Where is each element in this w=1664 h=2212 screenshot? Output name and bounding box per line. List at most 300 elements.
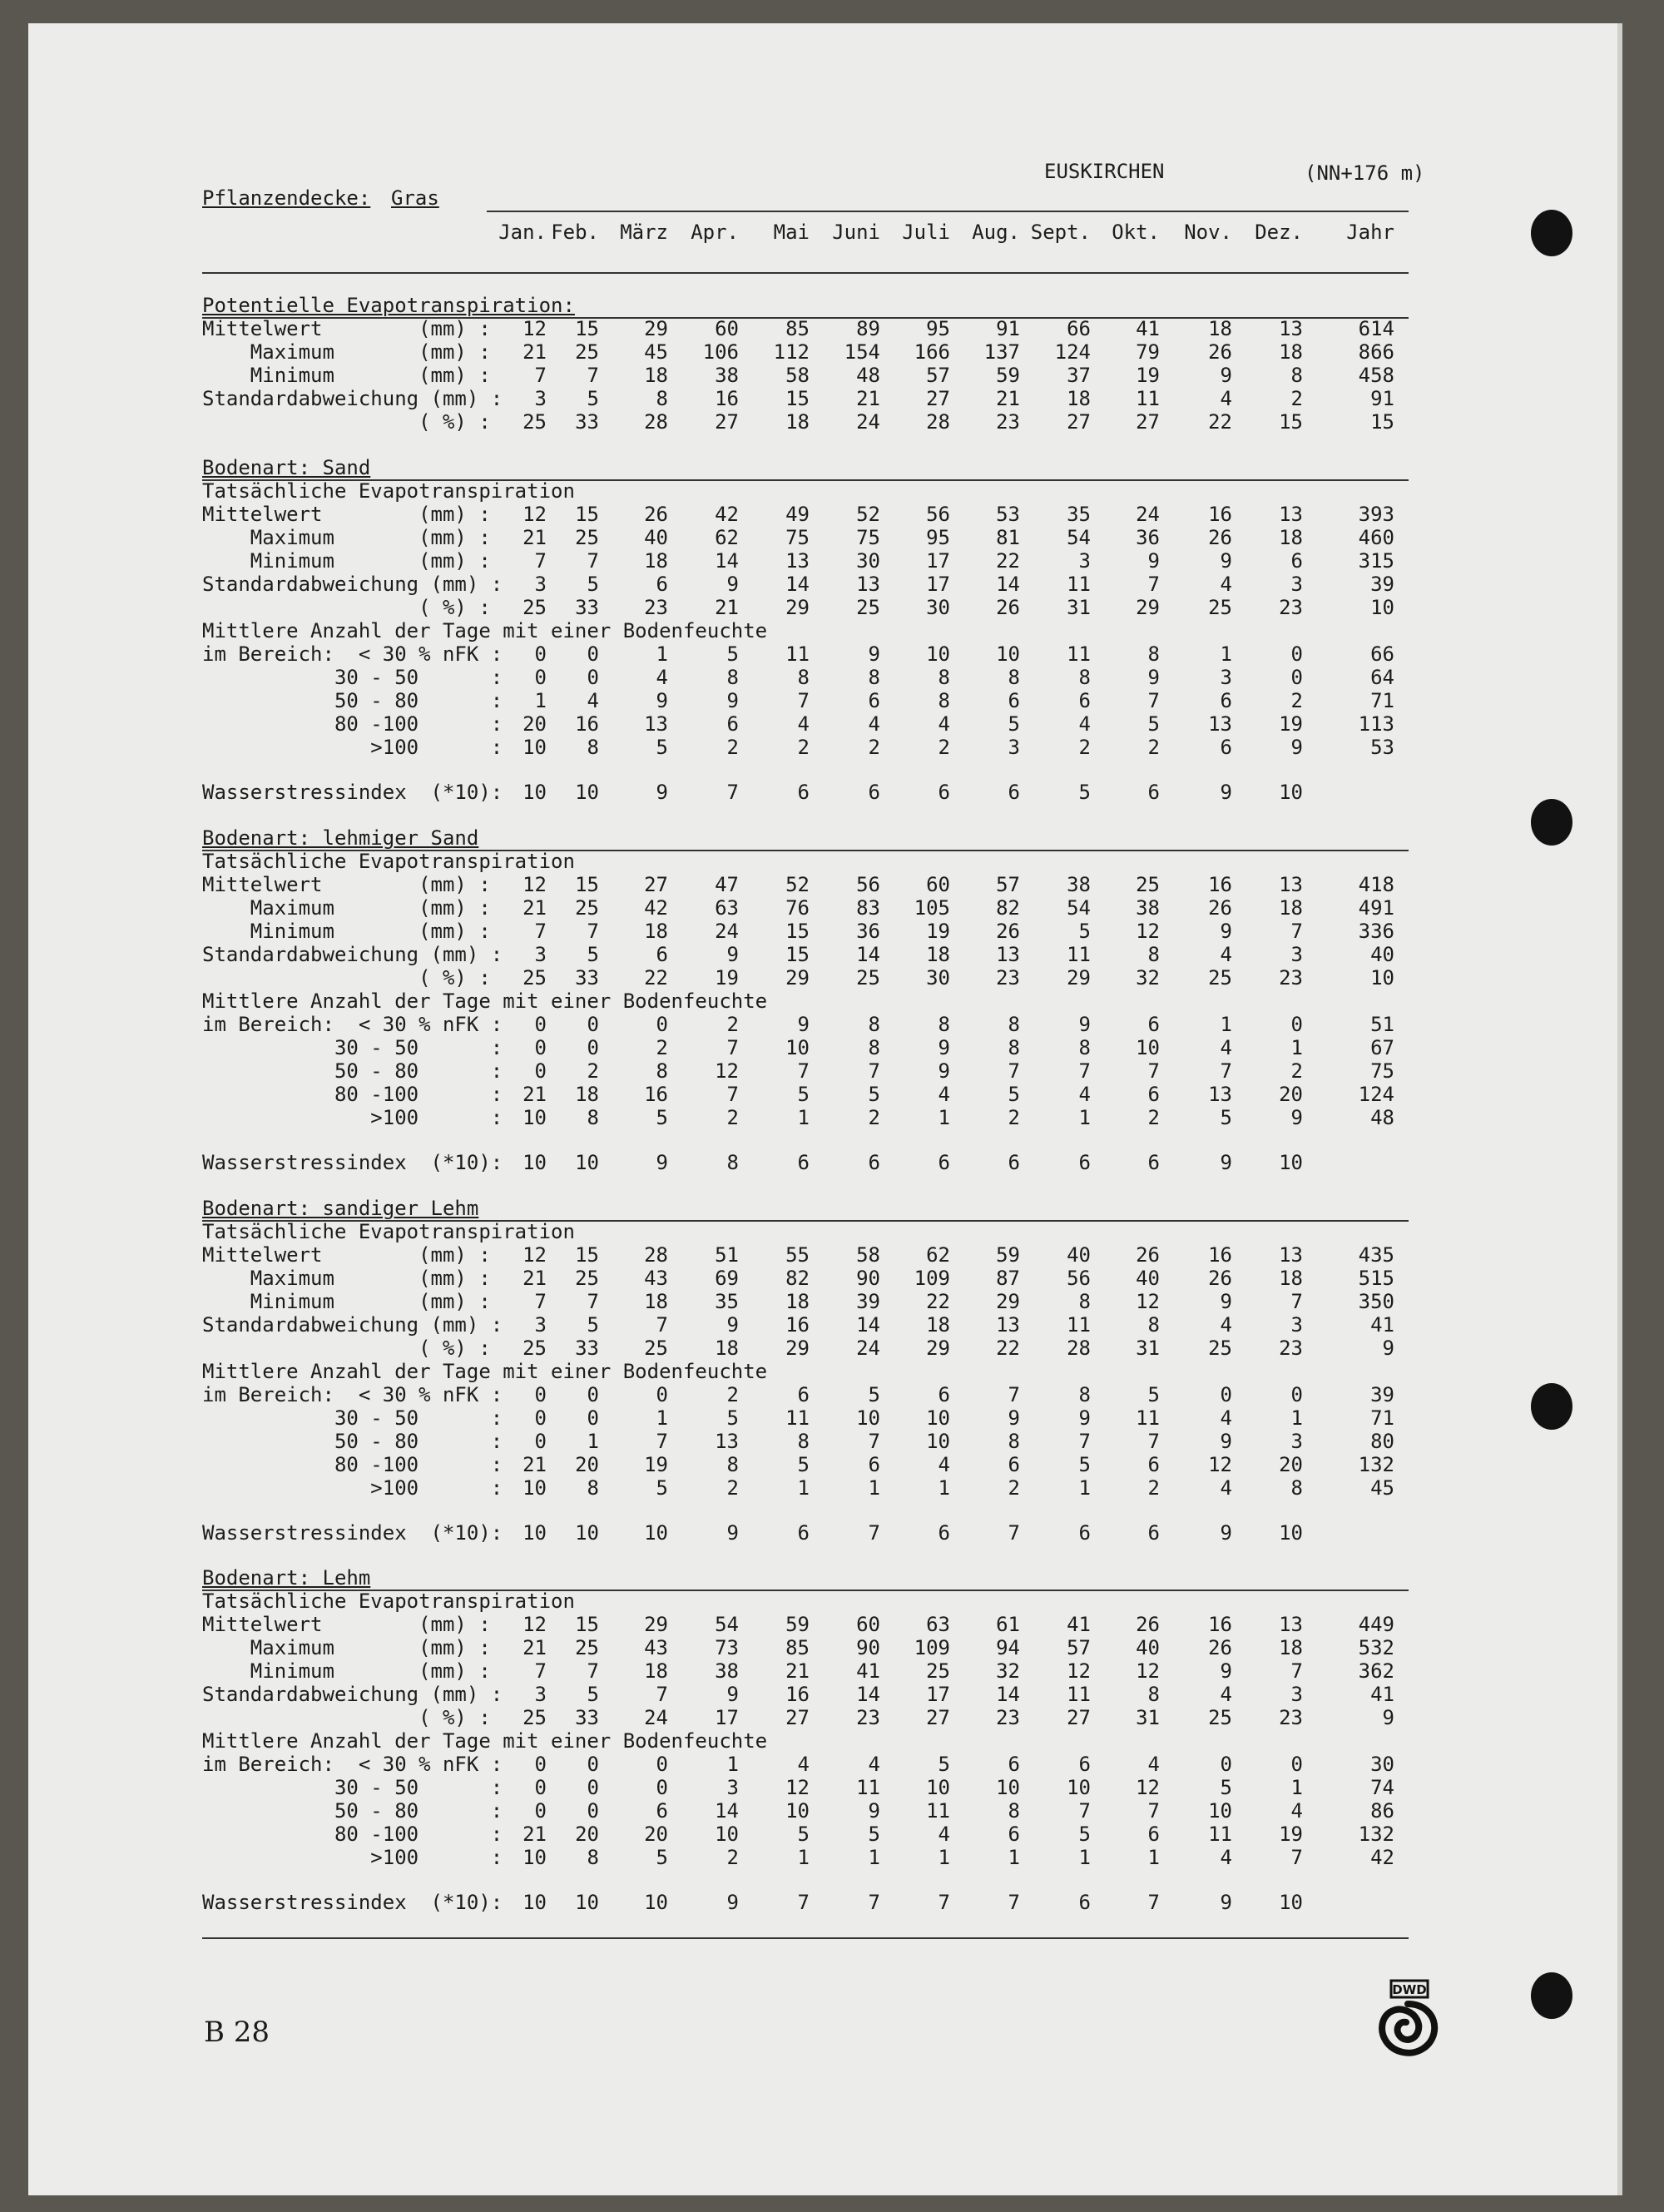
row-label: Maximum (mm) : bbox=[202, 526, 491, 549]
days-row-cell: 0 bbox=[587, 1036, 599, 1059]
et-row-cell: 3 bbox=[1290, 573, 1303, 596]
et-row-cell: 29 bbox=[996, 1290, 1020, 1313]
days-row-cell: 6 bbox=[1008, 1453, 1020, 1476]
days-row-cell: 0 bbox=[1220, 1383, 1232, 1406]
days-row-cell: 2 bbox=[726, 736, 739, 759]
et-row-cell: 435 bbox=[1358, 1243, 1394, 1267]
et-row-cell: 40 bbox=[1370, 943, 1394, 966]
et-row-cell: 19 bbox=[926, 920, 950, 943]
et-row-cell: 25 bbox=[856, 966, 880, 989]
days-row-cell: 1 bbox=[726, 1753, 739, 1776]
days-row-cell: 1 bbox=[587, 1430, 599, 1453]
et-row-cell: 18 bbox=[644, 549, 668, 573]
row-label: Minimum (mm) : bbox=[202, 1290, 491, 1313]
days-row-cell: 1 bbox=[797, 1846, 810, 1869]
row-label: Mittelwert (mm) : bbox=[202, 317, 491, 340]
days-row-cell: 6 bbox=[938, 1383, 950, 1406]
wsi-row-cell: 6 bbox=[1008, 1151, 1020, 1174]
wsi-row-cell: 9 bbox=[726, 1891, 739, 1914]
et-row-cell: 5 bbox=[1078, 920, 1091, 943]
wsi-row-cell: 10 bbox=[522, 1521, 547, 1545]
days-row-cell: 6 bbox=[1147, 1013, 1160, 1036]
et-row-cell: 63 bbox=[926, 1613, 950, 1636]
days-row-cell: 8 bbox=[1078, 666, 1091, 689]
et-row-cell: 3 bbox=[534, 943, 547, 966]
pot-row-cell: 21 bbox=[522, 340, 547, 364]
et-row-cell: 25 bbox=[644, 1337, 668, 1360]
et-row-cell: 362 bbox=[1358, 1659, 1394, 1683]
et-row-cell: 43 bbox=[644, 1267, 668, 1290]
days-row-cell: 8 bbox=[1008, 1036, 1020, 1059]
days-row-cell: 8 bbox=[938, 1013, 950, 1036]
days-row-cell: 2 bbox=[868, 1106, 880, 1129]
wsi-row-cell: 7 bbox=[868, 1891, 880, 1914]
et-row-cell: 18 bbox=[644, 1659, 668, 1683]
days-row-cell: 0 bbox=[656, 1383, 668, 1406]
pot-row-cell: 21 bbox=[996, 387, 1020, 410]
et-row-cell: 29 bbox=[644, 1613, 668, 1636]
et-row-cell: 69 bbox=[715, 1267, 739, 1290]
wsi-row-cell: 6 bbox=[938, 781, 950, 804]
wsi-row-cell: 9 bbox=[656, 1151, 668, 1174]
row-label: Standardabweichung (mm) : bbox=[202, 1683, 503, 1706]
days-row-cell: 6 bbox=[797, 1383, 810, 1406]
days-row-cell: 7 bbox=[1078, 1799, 1091, 1823]
days-row-cell: 0 bbox=[534, 1430, 547, 1453]
et-row-cell: 42 bbox=[715, 503, 739, 526]
row-label: 50 - 80 : bbox=[202, 1430, 503, 1453]
et-row-cell: 4 bbox=[1220, 943, 1232, 966]
days-row-cell: 8 bbox=[797, 666, 810, 689]
pot-row-cell: 8 bbox=[656, 387, 668, 410]
row-label: 50 - 80 : bbox=[202, 1059, 503, 1083]
et-row-cell: 15 bbox=[785, 920, 810, 943]
days-row-cell: 0 bbox=[587, 666, 599, 689]
et-row-cell: 13 bbox=[1279, 1243, 1303, 1267]
days-row-cell: 2 bbox=[938, 736, 950, 759]
days-row-cell: 10 bbox=[522, 736, 547, 759]
days-row-cell: 8 bbox=[1290, 1476, 1303, 1500]
et-row-cell: 14 bbox=[856, 943, 880, 966]
wsi-label: Wasserstressindex (*10): bbox=[202, 1521, 503, 1545]
days-row-cell: 4 bbox=[868, 1753, 880, 1776]
et-row-cell: 9 bbox=[1382, 1337, 1394, 1360]
et-row-cell: 12 bbox=[1136, 1290, 1160, 1313]
et-row-cell: 18 bbox=[1279, 896, 1303, 920]
et-row-cell: 5 bbox=[587, 943, 599, 966]
days-row-cell: 3 bbox=[1290, 1430, 1303, 1453]
wsi-row-cell: 7 bbox=[1008, 1521, 1020, 1545]
et-row-cell: 9 bbox=[1220, 549, 1232, 573]
days-row-cell: 2 bbox=[726, 1476, 739, 1500]
et-row-cell: 25 bbox=[522, 1706, 547, 1729]
wsi-row-cell: 10 bbox=[1279, 1521, 1303, 1545]
days-row-cell: 86 bbox=[1370, 1799, 1394, 1823]
et-row-cell: 58 bbox=[856, 1243, 880, 1267]
et-row-cell: 25 bbox=[1208, 966, 1232, 989]
et-row-cell: 4 bbox=[1220, 1313, 1232, 1337]
days-row-cell: 10 bbox=[522, 1476, 547, 1500]
page-number: B 28 bbox=[204, 2016, 270, 2049]
wsi-row-cell: 10 bbox=[644, 1891, 668, 1914]
divider bbox=[202, 272, 1409, 274]
days-row-cell: 13 bbox=[715, 1430, 739, 1453]
days-row-cell: 10 bbox=[996, 642, 1020, 666]
days-row-cell: 2 bbox=[1147, 1476, 1160, 1500]
et-row-cell: 55 bbox=[785, 1243, 810, 1267]
days-row-cell: 6 bbox=[1147, 1083, 1160, 1106]
wsi-label: Wasserstressindex (*10): bbox=[202, 1891, 503, 1914]
days-row-cell: 2 bbox=[1290, 689, 1303, 712]
pot-row-cell: 22 bbox=[1208, 410, 1232, 434]
et-row-cell: 53 bbox=[996, 503, 1020, 526]
days-row-cell: 8 bbox=[1008, 666, 1020, 689]
days-row-cell: 21 bbox=[522, 1823, 547, 1846]
et-row-cell: 16 bbox=[1208, 503, 1232, 526]
et-row-cell: 52 bbox=[785, 873, 810, 896]
pot-row-cell: 458 bbox=[1358, 364, 1394, 387]
wsi-row-cell: 7 bbox=[938, 1891, 950, 1914]
month-label: Jahr bbox=[1346, 221, 1394, 244]
et-row-cell: 7 bbox=[587, 549, 599, 573]
wsi-row-cell: 10 bbox=[575, 781, 599, 804]
days-row-cell: 11 bbox=[1208, 1823, 1232, 1846]
row-label: 30 - 50 : bbox=[202, 1406, 503, 1430]
row-label: Standardabweichung (mm) : bbox=[202, 943, 503, 966]
days-row-cell: 5 bbox=[868, 1383, 880, 1406]
et-row-cell: 14 bbox=[715, 549, 739, 573]
pot-row-cell: 166 bbox=[914, 340, 950, 364]
days-row-cell: 2 bbox=[1147, 1106, 1160, 1129]
days-row-cell: 19 bbox=[644, 1453, 668, 1476]
days-row-cell: 4 bbox=[1220, 1846, 1232, 1869]
row-label: Mittelwert (mm) : bbox=[202, 1613, 491, 1636]
row-label: 80 -100 : bbox=[202, 1453, 503, 1476]
days-row-cell: 3 bbox=[1220, 666, 1232, 689]
et-row-cell: 25 bbox=[926, 1659, 950, 1683]
et-row-cell: 38 bbox=[715, 1659, 739, 1683]
et-row-cell: 62 bbox=[715, 526, 739, 549]
days-row-cell: 1 bbox=[938, 1106, 950, 1129]
pot-row-cell: 8 bbox=[1290, 364, 1303, 387]
soil-section-title: Bodenart: Sand bbox=[202, 456, 371, 479]
days-row-cell: 7 bbox=[1008, 1059, 1020, 1083]
et-row-cell: 75 bbox=[856, 526, 880, 549]
et-row-cell: 35 bbox=[715, 1290, 739, 1313]
et-row-cell: 9 bbox=[1382, 1706, 1394, 1729]
days-row-cell: 6 bbox=[726, 712, 739, 736]
pot-row-cell: 5 bbox=[587, 387, 599, 410]
et-row-cell: 5 bbox=[587, 1683, 599, 1706]
pot-row-cell: 3 bbox=[534, 387, 547, 410]
et-row-cell: 22 bbox=[644, 966, 668, 989]
et-row-cell: 27 bbox=[926, 1706, 950, 1729]
days-row-cell: 20 bbox=[1279, 1453, 1303, 1476]
et-row-cell: 13 bbox=[856, 573, 880, 596]
et-row-cell: 32 bbox=[1136, 966, 1160, 989]
et-row-cell: 12 bbox=[522, 873, 547, 896]
days-row-cell: 71 bbox=[1370, 1406, 1394, 1430]
et-row-cell: 23 bbox=[996, 966, 1020, 989]
row-label: >100 : bbox=[202, 1846, 503, 1869]
row-label: 30 - 50 : bbox=[202, 666, 503, 689]
month-label: Juni bbox=[832, 221, 880, 244]
et-row-cell: 9 bbox=[1220, 1290, 1232, 1313]
pot-row-cell: 33 bbox=[575, 410, 599, 434]
days-row-cell: 6 bbox=[1008, 689, 1020, 712]
row-label: Minimum (mm) : bbox=[202, 920, 491, 943]
days-row-cell: 4 bbox=[938, 1823, 950, 1846]
days-row-cell: 4 bbox=[938, 1453, 950, 1476]
days-row-cell: 2 bbox=[1008, 1476, 1020, 1500]
days-row-cell: 6 bbox=[1078, 1753, 1091, 1776]
et-row-cell: 12 bbox=[1136, 920, 1160, 943]
et-row-cell: 8 bbox=[1147, 1683, 1160, 1706]
et-row-cell: 12 bbox=[1067, 1659, 1091, 1683]
wsi-row-cell: 6 bbox=[1008, 781, 1020, 804]
et-row-cell: 38 bbox=[1136, 896, 1160, 920]
et-row-cell: 57 bbox=[996, 873, 1020, 896]
soil-section-title: Bodenart: sandiger Lehm bbox=[202, 1197, 479, 1220]
days-row-cell: 18 bbox=[575, 1083, 599, 1106]
month-label: Jan. bbox=[498, 221, 547, 244]
et-row-cell: 23 bbox=[1279, 1337, 1303, 1360]
et-row-cell: 7 bbox=[1290, 1290, 1303, 1313]
et-row-cell: 21 bbox=[522, 1267, 547, 1290]
days-row-cell: 0 bbox=[1290, 642, 1303, 666]
days-row-cell: 4 bbox=[868, 712, 880, 736]
days-row-cell: 0 bbox=[534, 642, 547, 666]
days-row-cell: 0 bbox=[534, 1753, 547, 1776]
et-row-cell: 41 bbox=[856, 1659, 880, 1683]
days-row-cell: 8 bbox=[868, 1036, 880, 1059]
days-row-cell: 20 bbox=[575, 1823, 599, 1846]
days-row-cell: 10 bbox=[926, 642, 950, 666]
wsi-row-cell: 5 bbox=[1078, 781, 1091, 804]
pot-row-cell: 27 bbox=[1067, 410, 1091, 434]
et-row-cell: 29 bbox=[926, 1337, 950, 1360]
days-row-cell: 2 bbox=[797, 736, 810, 759]
et-row-cell: 57 bbox=[1067, 1636, 1091, 1659]
et-row-cell: 24 bbox=[644, 1706, 668, 1729]
et-row-cell: 54 bbox=[1067, 526, 1091, 549]
pot-row-cell: 28 bbox=[926, 410, 950, 434]
days-row-cell: 45 bbox=[1370, 1476, 1394, 1500]
row-label: 80 -100 : bbox=[202, 712, 503, 736]
et-row-cell: 24 bbox=[715, 920, 739, 943]
et-row-cell: 41 bbox=[1067, 1613, 1091, 1636]
days-row-cell: 0 bbox=[587, 1753, 599, 1776]
et-row-cell: 4 bbox=[1220, 1683, 1232, 1706]
days-row-cell: 0 bbox=[1290, 666, 1303, 689]
et-row-cell: 12 bbox=[1136, 1659, 1160, 1683]
pot-row-cell: 45 bbox=[644, 340, 668, 364]
days-row-cell: 1 bbox=[1290, 1776, 1303, 1799]
et-row-cell: 60 bbox=[926, 873, 950, 896]
et-row-cell: 23 bbox=[996, 1706, 1020, 1729]
et-row-cell: 25 bbox=[575, 1267, 599, 1290]
days-row-cell: 80 bbox=[1370, 1430, 1394, 1453]
row-label: Standardabweichung (mm) : bbox=[202, 387, 503, 410]
et-row-cell: 75 bbox=[785, 526, 810, 549]
et-row-cell: 6 bbox=[656, 943, 668, 966]
wsi-row-cell: 10 bbox=[1279, 1891, 1303, 1914]
et-row-cell: 38 bbox=[1067, 873, 1091, 896]
wsi-row-cell: 10 bbox=[522, 1891, 547, 1914]
et-row-cell: 5 bbox=[587, 573, 599, 596]
et-row-cell: 17 bbox=[715, 1706, 739, 1729]
et-row-cell: 16 bbox=[785, 1313, 810, 1337]
et-row-cell: 5 bbox=[587, 1313, 599, 1337]
days-row-cell: 10 bbox=[926, 1430, 950, 1453]
et-row-cell: 40 bbox=[1067, 1243, 1091, 1267]
days-row-cell: 7 bbox=[797, 1059, 810, 1083]
pot-row-cell: 12 bbox=[522, 317, 547, 340]
et-row-cell: 40 bbox=[644, 526, 668, 549]
days-row-cell: 11 bbox=[926, 1799, 950, 1823]
pot-row-cell: 7 bbox=[587, 364, 599, 387]
days-row-cell: 10 bbox=[856, 1406, 880, 1430]
pot-row-cell: 59 bbox=[996, 364, 1020, 387]
pot-row-cell: 18 bbox=[1208, 317, 1232, 340]
et-row-cell: 14 bbox=[996, 573, 1020, 596]
row-label: ( %) : bbox=[202, 596, 491, 619]
row-label: 80 -100 : bbox=[202, 1823, 503, 1846]
days-row-cell: 5 bbox=[726, 642, 739, 666]
days-row-cell: 10 bbox=[926, 1406, 950, 1430]
wsi-row-cell: 6 bbox=[797, 1521, 810, 1545]
et-row-cell: 35 bbox=[1067, 503, 1091, 526]
et-row-cell: 16 bbox=[1208, 1613, 1232, 1636]
et-row-cell: 29 bbox=[1067, 966, 1091, 989]
et-row-cell: 18 bbox=[785, 1290, 810, 1313]
pot-row-cell: 154 bbox=[844, 340, 880, 364]
et-row-cell: 60 bbox=[856, 1613, 880, 1636]
et-row-cell: 56 bbox=[926, 503, 950, 526]
et-row-cell: 21 bbox=[522, 1636, 547, 1659]
month-label: Dez. bbox=[1255, 221, 1303, 244]
pot-row-cell: 9 bbox=[1220, 364, 1232, 387]
et-row-cell: 33 bbox=[575, 966, 599, 989]
pot-row-cell: 25 bbox=[575, 340, 599, 364]
et-row-cell: 94 bbox=[996, 1636, 1020, 1659]
soil-section-title: Bodenart: lehmiger Sand bbox=[202, 826, 479, 850]
wsi-row-cell: 9 bbox=[656, 781, 668, 804]
et-row-cell: 19 bbox=[715, 966, 739, 989]
days-row-cell: 13 bbox=[644, 712, 668, 736]
et-row-cell: 16 bbox=[1208, 873, 1232, 896]
wsi-row-cell: 8 bbox=[726, 1151, 739, 1174]
et-row-cell: 61 bbox=[996, 1613, 1020, 1636]
days-row-cell: 20 bbox=[522, 712, 547, 736]
row-label: Mittelwert (mm) : bbox=[202, 503, 491, 526]
days-row-cell: 2 bbox=[726, 1106, 739, 1129]
et-row-cell: 21 bbox=[715, 596, 739, 619]
wsi-row-cell: 6 bbox=[1078, 1151, 1091, 1174]
et-row-cell: 336 bbox=[1358, 920, 1394, 943]
days-row-cell: 1 bbox=[868, 1476, 880, 1500]
days-row-cell: 11 bbox=[785, 642, 810, 666]
days-row-cell: 9 bbox=[656, 689, 668, 712]
days-row-cell: 5 bbox=[1147, 712, 1160, 736]
et-row-cell: 23 bbox=[644, 596, 668, 619]
et-row-cell: 59 bbox=[996, 1243, 1020, 1267]
et-row-cell: 87 bbox=[996, 1267, 1020, 1290]
wsi-row-cell: 10 bbox=[522, 1151, 547, 1174]
et-row-cell: 9 bbox=[726, 1313, 739, 1337]
days-row-cell: 5 bbox=[868, 1823, 880, 1846]
punch-hole bbox=[1531, 210, 1572, 256]
days-row-cell: 10 bbox=[715, 1823, 739, 1846]
days-row-cell: 16 bbox=[644, 1083, 668, 1106]
wsi-row-cell: 7 bbox=[726, 781, 739, 804]
pot-row-cell: 18 bbox=[644, 364, 668, 387]
et-row-cell: 29 bbox=[1136, 596, 1160, 619]
et-row-cell: 8 bbox=[1147, 943, 1160, 966]
days-row-cell: 0 bbox=[534, 666, 547, 689]
days-row-cell: 6 bbox=[1008, 1823, 1020, 1846]
et-row-cell: 36 bbox=[1136, 526, 1160, 549]
row-label: 50 - 80 : bbox=[202, 1799, 503, 1823]
et-row-cell: 460 bbox=[1358, 526, 1394, 549]
row-label: 30 - 50 : bbox=[202, 1776, 503, 1799]
et-row-cell: 11 bbox=[1067, 573, 1091, 596]
pot-row-cell: 26 bbox=[1208, 340, 1232, 364]
soil-subtitle: Tatsächliche Evapotranspiration bbox=[202, 1220, 575, 1243]
days-row-cell: 8 bbox=[587, 1106, 599, 1129]
wsi-row-cell: 9 bbox=[1220, 1891, 1232, 1914]
days-row-cell: 4 bbox=[656, 666, 668, 689]
wsi-label: Wasserstressindex (*10): bbox=[202, 781, 503, 804]
et-row-cell: 90 bbox=[856, 1636, 880, 1659]
et-row-cell: 25 bbox=[1208, 1706, 1232, 1729]
divider bbox=[487, 211, 1409, 212]
days-row-cell: 7 bbox=[1078, 1059, 1091, 1083]
days-row-cell: 7 bbox=[1220, 1059, 1232, 1083]
days-row-cell: 2 bbox=[726, 1013, 739, 1036]
et-row-cell: 15 bbox=[575, 503, 599, 526]
days-row-cell: 8 bbox=[797, 1430, 810, 1453]
et-row-cell: 18 bbox=[644, 1290, 668, 1313]
et-row-cell: 13 bbox=[1279, 873, 1303, 896]
days-row-cell: 1 bbox=[938, 1476, 950, 1500]
days-row-cell: 4 bbox=[1078, 712, 1091, 736]
days-row-cell: 8 bbox=[587, 1476, 599, 1500]
days-row-cell: 7 bbox=[1147, 1799, 1160, 1823]
et-row-cell: 42 bbox=[644, 896, 668, 920]
days-row-cell: 20 bbox=[575, 1453, 599, 1476]
days-row-cell: 0 bbox=[1290, 1383, 1303, 1406]
et-row-cell: 11 bbox=[1067, 1683, 1091, 1706]
days-row-cell: 0 bbox=[534, 1406, 547, 1430]
days-row-cell: 5 bbox=[726, 1406, 739, 1430]
et-row-cell: 13 bbox=[785, 549, 810, 573]
et-row-cell: 54 bbox=[1067, 896, 1091, 920]
days-row-cell: 9 bbox=[1147, 666, 1160, 689]
pot-row-cell: 866 bbox=[1358, 340, 1394, 364]
et-row-cell: 25 bbox=[522, 596, 547, 619]
et-row-cell: 40 bbox=[1136, 1267, 1160, 1290]
et-row-cell: 109 bbox=[914, 1636, 950, 1659]
month-label: Feb. bbox=[551, 221, 599, 244]
days-row-cell: 10 bbox=[1208, 1799, 1232, 1823]
days-row-cell: 4 bbox=[1220, 1036, 1232, 1059]
days-title: Mittlere Anzahl der Tage mit einer Bodenfeuchte bbox=[202, 989, 768, 1013]
days-row-cell: 2 bbox=[868, 736, 880, 759]
wsi-row-cell: 7 bbox=[1147, 1891, 1160, 1914]
et-row-cell: 393 bbox=[1358, 503, 1394, 526]
days-row-cell: 1 bbox=[1290, 1406, 1303, 1430]
